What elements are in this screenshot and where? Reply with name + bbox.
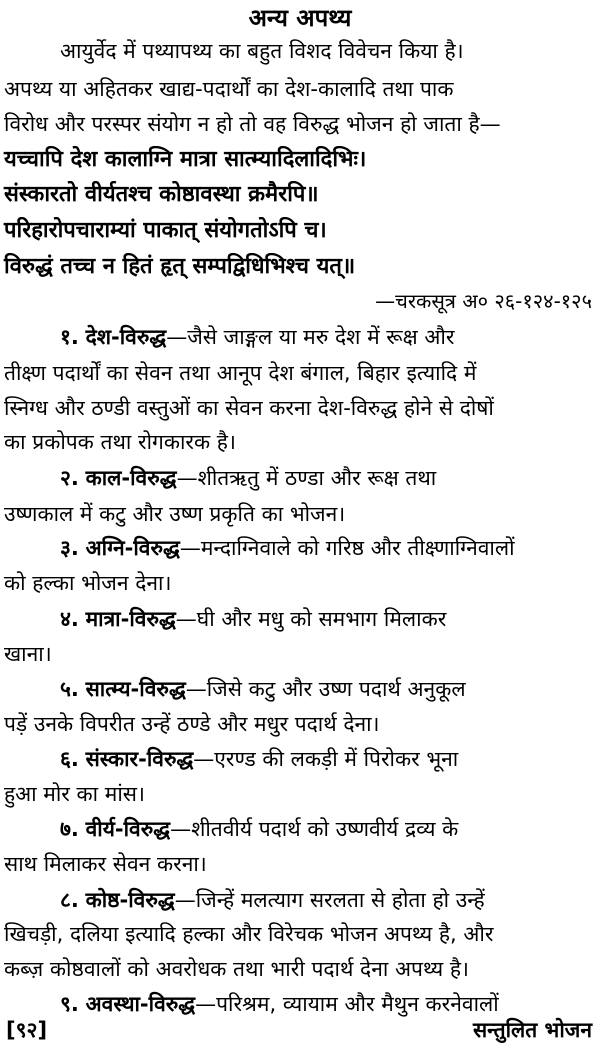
- item-number: ८.: [60, 888, 79, 912]
- page-number: [९२]: [6, 1018, 48, 1042]
- shloka-line: विरुद्धं तच्च न हितं हृत् सम्पद्विधिभिश्च यत्॥: [4, 254, 356, 279]
- item-heading: वीर्य-विरुद्ध: [85, 817, 171, 841]
- item-heading: कोष्ठ-विरुद्ध: [85, 888, 175, 912]
- shloka-line: परिहारोपचाराम्यां पाकात् संयोगतोऽपि च।: [4, 218, 327, 243]
- item-first-line: [0, 323, 600, 351]
- item-line: कब्ज़ कोष्ठवालों को अवरोधक तथा भारी पदार्थ देना अपथ्य है।: [4, 957, 470, 981]
- item-line: को हल्का भोजन देना।: [4, 571, 172, 595]
- item-number: ९.: [60, 992, 79, 1016]
- item-heading: देश-विरुद्ध: [85, 325, 167, 349]
- item-line: हुआ मोर का मांस।: [4, 782, 145, 806]
- item-number: २.: [60, 466, 79, 490]
- item-first-line: [0, 605, 600, 633]
- item-first-line: [0, 990, 600, 1018]
- item-heading: अवस्था-विरुद्ध: [85, 992, 196, 1016]
- intro-line: आयुर्वेद में पथ्यापथ्य का बहुत विशद विवेचन किया है।: [60, 39, 464, 63]
- intro-line: विरोध और परस्पर संयोग न हो तो वह विरुद्ध भोजन हो जाता है—: [4, 112, 501, 136]
- item-line: उष्णकाल में कटु और उष्ण प्रकृति का भोजन।: [4, 502, 346, 526]
- item-first-line: [0, 464, 600, 492]
- item-heading: मात्रा-विरुद्ध: [85, 607, 176, 631]
- item-text: —जिसे कटु और उष्ण पदार्थ अनुकूल: [185, 677, 466, 701]
- item-line: साथ मिलाकर सेवन करना।: [4, 852, 207, 876]
- item-number: ७.: [60, 817, 79, 841]
- item-number: ४.: [60, 607, 79, 631]
- page-title: अन्य अपथ्य: [248, 4, 352, 32]
- item-number: ६.: [60, 747, 79, 771]
- item-number: ३.: [60, 536, 79, 560]
- running-title: सन्तुलित भोजन: [472, 1018, 592, 1042]
- item-first-line: [0, 886, 600, 914]
- shloka-line: यच्चापि देश कालाग्नि मात्रा सात्म्यादिलादिभिः।: [4, 147, 367, 172]
- item-text: —जैसे जाङ्गल या मरु देश में रूक्ष और: [166, 325, 455, 349]
- item-first-line: [0, 534, 600, 562]
- item-text: —एरण्ड की लकड़ी में पिरोकर भूना: [193, 747, 459, 771]
- item-heading: अग्नि-विरुद्ध: [85, 536, 180, 560]
- item-line: का प्रकोपक तथा रोगकारक है।: [4, 430, 236, 454]
- item-first-line: [0, 745, 600, 773]
- item-line: स्निग्ध और ठण्डी वस्तुओं का सेवन करना देश-विरुद्ध होने से दोषों: [4, 396, 494, 420]
- item-line: खिचड़ी, दलिया इत्यादि हल्का और विरेचक भोजन अपथ्य है, और: [4, 922, 494, 946]
- item-line: तीक्ष्ण पदार्थों का सेवन तथा आनूप देश बंगाल, बिहार इत्यादि में: [4, 361, 477, 385]
- item-text: —जिन्हें मलत्याग सरलता से होता हो उन्हें: [174, 888, 485, 912]
- item-text: —शीतवीर्य पदार्थ को उष्णवीर्य द्रव्य के: [170, 817, 459, 841]
- shloka-line: संस्कारतो वीर्यतश्च कोष्ठावस्था क्रमैरपि॥: [4, 182, 319, 207]
- item-text: —परिश्रम, व्यायाम और मैथुन करनेवालों: [195, 992, 499, 1016]
- item-first-line: [0, 815, 600, 843]
- shloka-reference: —चरकसूत्र अ० २६-१२४-१२५: [375, 289, 592, 313]
- item-heading: काल-विरुद्ध: [85, 466, 177, 490]
- item-line: पड़ें उनके विपरीत उन्हें ठण्डे और मधुर पदार्थ देना।: [4, 712, 380, 736]
- item-number: १.: [60, 325, 79, 349]
- item-first-line: [0, 675, 600, 703]
- item-line: खाना।: [4, 642, 52, 666]
- item-text: —मन्दाग्निवाले को गरिष्ठ और तीक्ष्णाग्निवालों: [179, 536, 515, 560]
- item-heading: संस्कार-विरुद्ध: [85, 747, 194, 771]
- item-text: —घी और मधु को समभाग मिलाकर: [175, 607, 447, 631]
- item-number: ५.: [60, 677, 79, 701]
- item-heading: सात्म्य-विरुद्ध: [85, 677, 186, 701]
- item-text: —शीतऋतु में ठण्डा और रूक्ष तथा: [176, 466, 437, 490]
- intro-line: अपथ्य या अहितकर खाद्य-पदार्थों का देश-कालादि तथा पाक: [4, 77, 454, 101]
